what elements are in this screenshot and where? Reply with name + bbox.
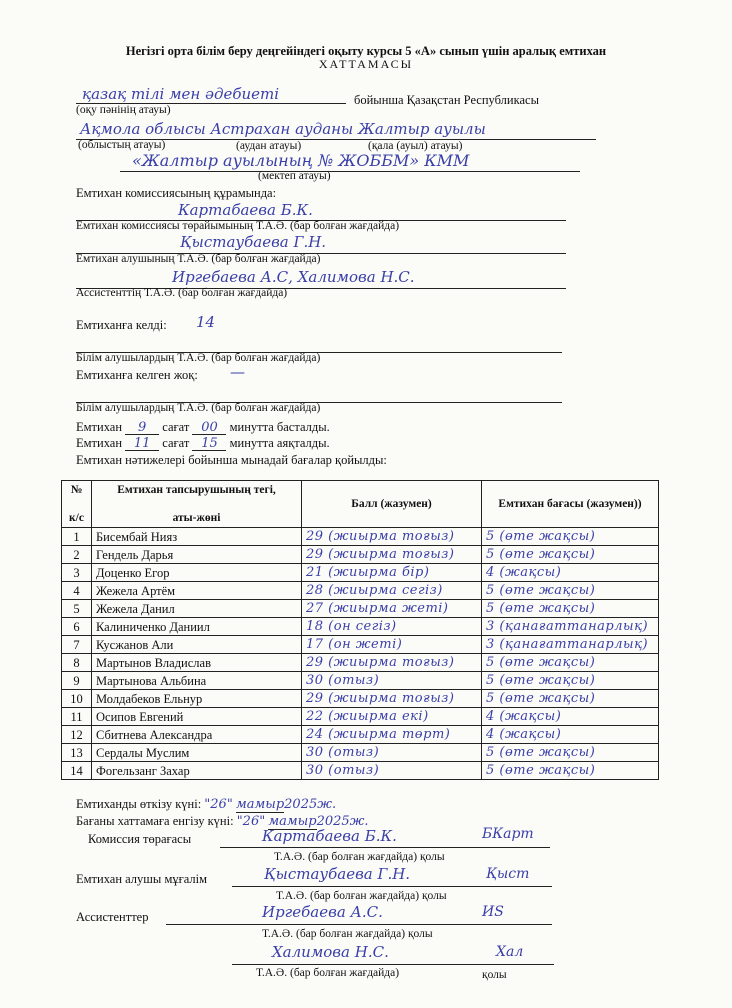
student-name: Гендель Дарья (92, 546, 302, 564)
assistant2-sig-caption: Т.А.Ә. (бар болған жағдайда) (256, 967, 400, 979)
col-grade-header: Емтихан бағасы (жазумен)) (482, 481, 659, 528)
end-min: 15 (192, 437, 226, 451)
student-grade: 4 (жақсы) (482, 564, 659, 582)
chair-sig-name: Картабаева Б.К. (262, 827, 397, 845)
end-hour: 11 (125, 437, 159, 451)
entry-date-year: 2025ж. (316, 814, 369, 829)
exam-date-day: "26" (204, 797, 233, 812)
student-name: Осипов Евгений (92, 708, 302, 726)
chair-handwritten: Картабаева Б.К. (178, 201, 313, 219)
student-score: 27 (жиырма жеті) (302, 600, 482, 618)
student-grade: 3 (қанағаттанарлық) (482, 636, 659, 654)
chair-caption: Емтихан комиссиясы төрайымының Т.А.Ә. (бар болған жағдайда) (76, 220, 400, 232)
student-grade: 5 (өте жақсы) (482, 672, 659, 690)
student-score: 24 (жиырма төрт) (302, 726, 482, 744)
row-number: 12 (62, 726, 92, 744)
student-name: Сбитнева Александра (92, 726, 302, 744)
start-mid: сағат (162, 420, 190, 434)
teacher-signature: Қыст (486, 866, 530, 882)
col-name-top: Емтихан тапсырушының тегі, (117, 484, 276, 496)
assistant2-signature: Хал (496, 944, 524, 960)
examiner-caption: Емтихан алушының Т.А.Ә. (бар болған жағдайда) (76, 253, 321, 265)
col-name-header (92, 481, 302, 528)
student-score: 29 (жиырма тоғыз) (302, 654, 482, 672)
row-number: 9 (62, 672, 92, 690)
table-row (62, 636, 659, 654)
table-row (62, 744, 659, 762)
student-name: Мартынов Владислав (92, 654, 302, 672)
end-mid: сағат (162, 436, 190, 450)
student-name: Калиниченко Даниил (92, 618, 302, 636)
table-row (62, 546, 659, 564)
teacher-sig-name: Қыстаубаева Г.Н. (264, 865, 411, 883)
school-line (120, 171, 580, 172)
student-name: Фогельзанг Захар (92, 762, 302, 780)
col-num-header (62, 481, 92, 528)
assistant1-sig-line (166, 924, 552, 925)
teacher-sig-caption: Т.А.Ә. (бар болған жағдайда) қолы (276, 890, 447, 902)
subject-handwritten: қазақ тілі мен әдебиеті (82, 85, 280, 103)
student-grade: 5 (өте жақсы) (482, 600, 659, 618)
student-grade: 5 (өте жақсы) (482, 744, 659, 762)
student-score: 30 (отыз) (302, 672, 482, 690)
student-grade: 4 (жақсы) (482, 726, 659, 744)
row-number: 1 (62, 528, 92, 546)
row-number: 3 (62, 564, 92, 582)
table-row (62, 708, 659, 726)
entry-date-day: "26" (236, 814, 266, 829)
examiner-handwritten: Қыстаубаева Г.Н. (180, 233, 327, 251)
assistant2-sig-name: Халимова Н.С. (272, 943, 389, 961)
location-handwritten: Ақмола облысы Астрахан ауданы Жалтыр ауылы (80, 120, 486, 138)
assistant1-sig-caption: Т.А.Ә. (бар болған жағдайда) қолы (262, 928, 433, 940)
student-name: Жежела Артём (92, 582, 302, 600)
entry-date-label: Бағаны хаттамаға енгізу күні: (76, 814, 234, 828)
chair-label: Комиссия төрағасы (88, 832, 192, 846)
row-number: 6 (62, 618, 92, 636)
commission-label: Емтихан комиссиясының құрамында: (76, 186, 277, 200)
table-row (62, 618, 659, 636)
end-suffix: минутта аяқталды. (229, 436, 330, 450)
student-score: 21 (жиырма бір) (302, 564, 482, 582)
absent-label: Емтиханға келген жоқ: (76, 368, 198, 382)
table-row (62, 726, 659, 744)
teacher-label: Емтихан алушы мұғалім (76, 872, 208, 886)
chair-sig-line (220, 847, 550, 848)
table-body (62, 528, 659, 780)
start-time-row (76, 420, 330, 435)
student-score: 30 (отыз) (302, 762, 482, 780)
exam-date-row (76, 796, 336, 813)
col-score-header: Балл (жазумен) (302, 481, 482, 528)
table-header-row (62, 481, 659, 528)
start-prefix: Емтихан (76, 420, 123, 434)
student-grade: 4 (жақсы) (482, 708, 659, 726)
start-hour: 9 (125, 421, 159, 435)
document-title: Негізгі орта білім беру деңгейіндегі оқыту курсы 5 «А» сынып үшін аралық емтихан (125, 44, 607, 58)
chair-signature: БКарт (482, 826, 534, 842)
came-label: Емтиханға келді: (76, 318, 167, 332)
assistants-label: Ассистенттер (76, 910, 149, 924)
exam-date-year: 2025ж. (284, 797, 337, 812)
assistants-handwritten: Иргебаева А.С, Халимова Н.С. (172, 268, 415, 286)
student-name: Доценко Егор (92, 564, 302, 582)
student-score: 22 (жиырма екі) (302, 708, 482, 726)
student-grade: 5 (өте жақсы) (482, 528, 659, 546)
table-row (62, 672, 659, 690)
assistant2-sig-line (232, 964, 554, 965)
assistant2-sig-caption-qoly: қолы (482, 969, 507, 981)
student-score: 29 (жиырма тоғыз) (302, 546, 482, 564)
caption-region: (облыстың атауы) (78, 139, 166, 151)
table-row (62, 600, 659, 618)
student-grade: 3 (қанағаттанарлық) (482, 618, 659, 636)
end-prefix: Емтихан (76, 436, 123, 450)
results-label: Емтихан нәтижелері бойынша мынадай бағалар қойылды: (76, 453, 387, 467)
assistants-caption: Ассистенттің Т.А.Ә. (бар болған жағдайда) (76, 287, 288, 299)
student-name: Сердалы Муслим (92, 744, 302, 762)
document-subtitle: ХАТТАМАСЫ (318, 57, 414, 71)
student-grade: 5 (өте жақсы) (482, 654, 659, 672)
col-num-top: № (70, 484, 83, 496)
row-number: 2 (62, 546, 92, 564)
student-score: 29 (жиырма тоғыз) (302, 690, 482, 708)
student-name: Молдабеков Ельнур (92, 690, 302, 708)
entry-date-month: мамыр (268, 814, 317, 829)
caption-city: (қала (ауыл) атауы) (368, 140, 463, 152)
row-number: 14 (62, 762, 92, 780)
table-row (62, 654, 659, 672)
table-row (62, 564, 659, 582)
col-num-bottom: к/с (69, 512, 84, 524)
student-score: 28 (жиырма сегіз) (302, 582, 482, 600)
absent-caption: Білім алушылардың Т.А.Ә. (бар болған жағдайда) (76, 402, 321, 414)
exam-date-label: Емтиханды өткізу күні: (76, 797, 202, 811)
table-row (62, 762, 659, 780)
student-score: 18 (он сегіз) (302, 618, 482, 636)
start-suffix: минутта басталды. (229, 420, 330, 434)
table-row (62, 528, 659, 546)
table-row (62, 690, 659, 708)
exam-date-month: мамыр (235, 797, 285, 812)
student-name: Бисембай Нияз (92, 528, 302, 546)
row-number: 8 (62, 654, 92, 672)
row-number: 10 (62, 690, 92, 708)
school-caption: (мектеп атауы) (258, 170, 331, 182)
student-grade: 5 (өте жақсы) (482, 582, 659, 600)
row-number: 13 (62, 744, 92, 762)
teacher-sig-line (232, 886, 552, 887)
student-grade: 5 (өте жақсы) (482, 546, 659, 564)
assistant1-signature: ИS (482, 904, 504, 920)
col-name-bottom: аты-жөні (172, 512, 221, 524)
row-number: 7 (62, 636, 92, 654)
came-caption: Білім алушылардың Т.А.Ә. (бар болған жағдайда) (76, 352, 321, 364)
end-time-row (76, 436, 330, 451)
caption-district: (аудан атауы) (236, 140, 302, 152)
row-number: 5 (62, 600, 92, 618)
table-row (62, 582, 659, 600)
student-grade: 5 (өте жақсы) (482, 762, 659, 780)
subject-caption: (оқу пәнінің атауы) (76, 104, 171, 116)
student-grade: 5 (өте жақсы) (482, 690, 659, 708)
student-score: 29 (жиырма тоғыз) (302, 528, 482, 546)
row-number: 4 (62, 582, 92, 600)
student-score: 17 (он жеті) (302, 636, 482, 654)
student-name: Жежела Данил (92, 600, 302, 618)
student-name: Кусжанов Али (92, 636, 302, 654)
results-table (61, 480, 659, 780)
chair-sig-caption: Т.А.Ә. (бар болған жағдайда) қолы (274, 851, 445, 863)
row-number: 11 (62, 708, 92, 726)
absent-value: — (230, 363, 245, 381)
assistant1-sig-name: Иргебаева А.С. (262, 903, 383, 921)
student-name: Мартынова Альбина (92, 672, 302, 690)
came-value: 14 (196, 313, 216, 331)
subject-suffix: бойынша Қазақстан Республикасы (354, 93, 539, 107)
school-handwritten: «Жалтыр ауылының № ЖОББМ» КММ (132, 151, 470, 170)
start-min: 00 (192, 421, 226, 435)
student-score: 30 (отыз) (302, 744, 482, 762)
